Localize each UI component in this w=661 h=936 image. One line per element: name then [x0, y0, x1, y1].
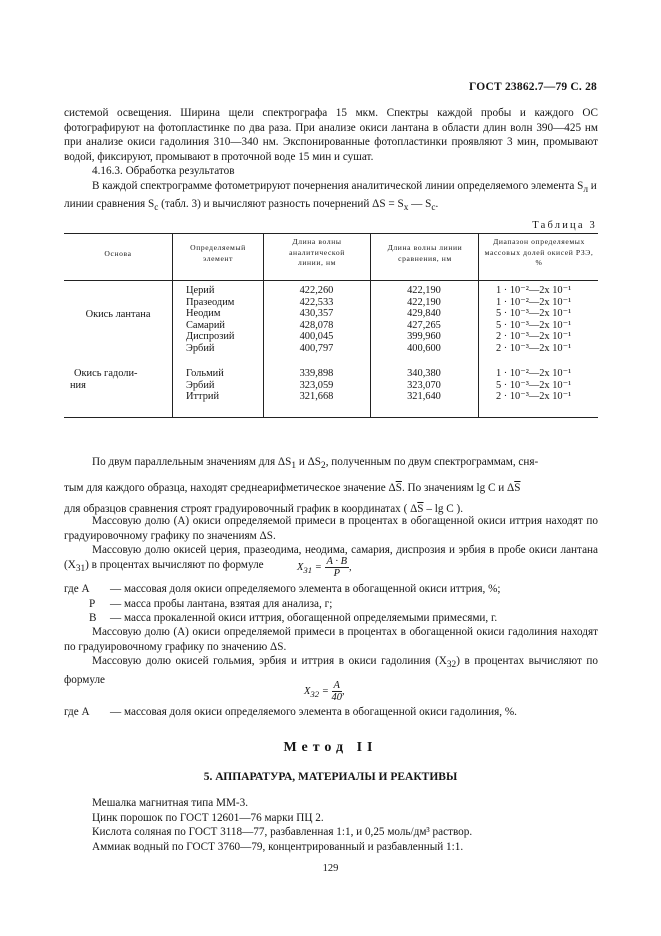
- table-cell-range: 5 · 10⁻³—2x 10⁻¹: [496, 308, 572, 320]
- table-cell-range: 5 · 10⁻³—2x 10⁻¹: [496, 319, 572, 331]
- table-cell-element: Неодим: [186, 308, 221, 320]
- list-item: Аммиак водный по ГОСТ 3760—79, концентрированный и разбавленный 1:1.: [92, 840, 464, 853]
- table-cell-analytical: 339,898: [299, 368, 334, 379]
- paragraph-photometry: В каждой спектрограмме фотометрируют почернения аналитической линии определяемого элемента $S_л$ и линии сравнения $S_с$ (табл. 3) и вычисляют разность почернений $\Delta S = S_x$ — $S_с$.: [64, 179, 597, 214]
- paragraph-average: [64, 455, 598, 517]
- table-cell-range: 5 · 10⁻³—2x 10⁻¹: [496, 379, 572, 391]
- table-cell-comparison: 422,190: [407, 285, 441, 296]
- table-3: [64, 233, 598, 418]
- table-cell-analytical: 428,078: [299, 319, 334, 331]
- paragraph-text: Массовую долю окисей гольмия, эрбия и иттрия в окиси гадолиния $(X_{32})$ в процентах вычисляют по формуле: [64, 655, 598, 686]
- section-5-heading: 5. АППАРАТУРА, МАТЕРИАЛЫ И РЕАКТИВЫ: [203, 771, 458, 783]
- paragraph-illumination: [64, 106, 598, 164]
- formula-x32: $X_{32}$ = $\frac{A}{40}$ ,: [304, 680, 345, 703]
- table-cell-element: Эрбий: [186, 343, 215, 354]
- table-header-comparison-line: Длина волны линии сравнения, нм: [387, 243, 463, 263]
- table-cell-element: Диспрозий: [186, 331, 235, 343]
- legend-row: P — масса пробы лантана, взятая для анализа, г;: [89, 597, 333, 610]
- paragraph-text: Массовую долю (A) окиси определяемой примеси в процентах в обогащенной окиси гадолиния находят по градуировочному графику по значению ΔS.: [64, 626, 598, 653]
- table-header-element: Определяемый элемент: [190, 243, 246, 263]
- legend-row: где A — массовая доля окиси определяемого элемента в обогащенной окиси иттрия, %;: [64, 583, 501, 595]
- legend-formula-2: [64, 705, 598, 720]
- table-cell-range: 2 · 10⁻³—2x 10⁻¹: [496, 331, 572, 343]
- table-cell-element: Иттрий: [186, 391, 220, 403]
- table-border-bottom: [64, 417, 598, 418]
- table-caption: Таблица 3: [532, 220, 597, 231]
- table-cell-base-gadolinium-cont: ния: [70, 379, 86, 391]
- list-item: Мешалка магнитная типа ММ-3.: [92, 797, 249, 809]
- table-header-base: Основа: [104, 249, 132, 258]
- table-cell-comparison: 399,960: [407, 331, 441, 343]
- paragraph-line: для образцов сравнения строят градуировочный график в координатах ( $\Delta\overline{S}$ – lg C ).: [64, 503, 463, 516]
- table-cell-comparison: 323,070: [407, 379, 441, 391]
- table-cell-analytical: 323,059: [299, 379, 334, 391]
- table-cell-comparison: 400,600: [407, 343, 441, 354]
- table-col-divider: [172, 233, 173, 418]
- table-cell-analytical: 400,797: [299, 343, 334, 354]
- table-header-analytical-line: Длина волны аналитической линии, нм: [289, 237, 345, 267]
- table-cell-comparison: 321,640: [407, 391, 441, 403]
- table-cell-element: Гольмий: [186, 368, 224, 379]
- method-heading: Метод II: [283, 740, 378, 755]
- legend-row: B — масса прокаленной окиси иттрия, обогащенной определяемыми примесями, г.: [89, 612, 498, 624]
- table-cell-range: 2 · 10⁻³—2x 10⁻¹: [496, 391, 572, 403]
- fraction: $\frac{A}{40}$: [331, 680, 343, 703]
- table-cell-comparison: 340,380: [407, 368, 441, 379]
- table-cell-element: Самарий: [186, 319, 225, 331]
- table-border-top: [64, 233, 598, 234]
- legend-row: где A — массовая доля окиси определяемого элемента в обогащенной окиси гадолиния, %.: [64, 706, 517, 718]
- paragraph-text: Массовую долю окисей церия, празеодима, неодима, самария, диспрозия и эрбия в пробе окиси лантана $(X_{31})$ в процентах вычисляют по формуле: [64, 544, 598, 574]
- page-number: 129: [322, 863, 339, 874]
- table-cell-analytical: 422,533: [299, 296, 334, 308]
- list-item: Кислота соляная по ГОСТ 3118—77, разбавленная 1:1, и 0,25 моль/дм³ раствор.: [92, 826, 473, 838]
- paragraph-mass-fraction-gadolinium: [64, 625, 598, 687]
- section-heading: 4.16.3. Обработка результатов: [92, 165, 235, 177]
- table-cell-element: Эрбий: [186, 379, 215, 391]
- table-header-range: Диапазон определяемых массовых долей окисей РЗЭ, %: [484, 237, 594, 267]
- table-col-divider: [478, 233, 479, 418]
- table-cell-range: 1 · 10⁻²—2x 10⁻¹: [496, 296, 572, 308]
- table-cell-range: 1 · 10⁻²—2x 10⁻¹: [496, 285, 572, 296]
- legend-formula-1: [64, 582, 598, 626]
- table-cell-range: 1 · 10⁻²—2x 10⁻¹: [496, 368, 572, 379]
- table-cell-element: Церий: [186, 285, 215, 296]
- table-cell-comparison: 429,840: [407, 308, 441, 320]
- table-cell-analytical: 400,045: [299, 331, 334, 343]
- table-cell-base-lanthanum: Окись лантана: [85, 309, 151, 320]
- paragraph-line: тым для каждого образца, находят среднеарифметическое значение $\Delta\overline{S}$. По значениям lg C и $\Delta\overline{S}$: [64, 481, 521, 494]
- table-cell-comparison: 422,190: [407, 296, 441, 308]
- table-cell-analytical: 422,260: [299, 285, 334, 296]
- table-cell-range: 2 · 10⁻³—2x 10⁻¹: [496, 343, 572, 354]
- paragraph-line: По двум параллельным значениям для $\Delta S_1$ и $\Delta S_2$, полученным по двум спектрограммам, сня-: [92, 456, 539, 472]
- fraction: $\frac{A \cdot B}{P}$: [326, 556, 348, 579]
- section-4-16-3: [64, 164, 598, 216]
- table-header-divider: [64, 280, 598, 281]
- table-cell-analytical: 321,668: [299, 391, 334, 403]
- table-cell-comparison: 427,265: [407, 319, 441, 331]
- equipment-list: [64, 796, 598, 854]
- list-item: Цинк порошок по ГОСТ 12601—76 марки ПЦ 2.: [92, 811, 324, 824]
- paragraph-text: Массовую долю (A) окиси определяемой примеси в процентах в обогащенной окиси иттрия находят по градуировочному графику по значениям ΔS.: [64, 515, 598, 542]
- table-cell-analytical: 430,357: [299, 308, 334, 320]
- document-header: ГОСТ 23862.7—79 С. 28: [469, 81, 597, 93]
- paragraph-text: системой освещения. Ширина щели спектрографа 15 мкм. Спектры каждой пробы и каждого ОС фотографируют на фотопластинке по два раза. При анализе окиси лантана в области длин волн 390—425 нм при анализе окиси гадолиния 310—340 нм. Экспонированные фотопластинки проявляют 3 мин, промывают водой, фиксируют, промывают в проточной воде 15 мин и сушат.: [64, 107, 598, 163]
- table-cell-element: Празеодим: [186, 296, 235, 308]
- formula-x31: $X_{31}$ = $\frac{A \cdot B}{P}$ ,: [297, 556, 352, 579]
- table-cell-base-gadolinium: Окись гадоли-: [74, 368, 138, 379]
